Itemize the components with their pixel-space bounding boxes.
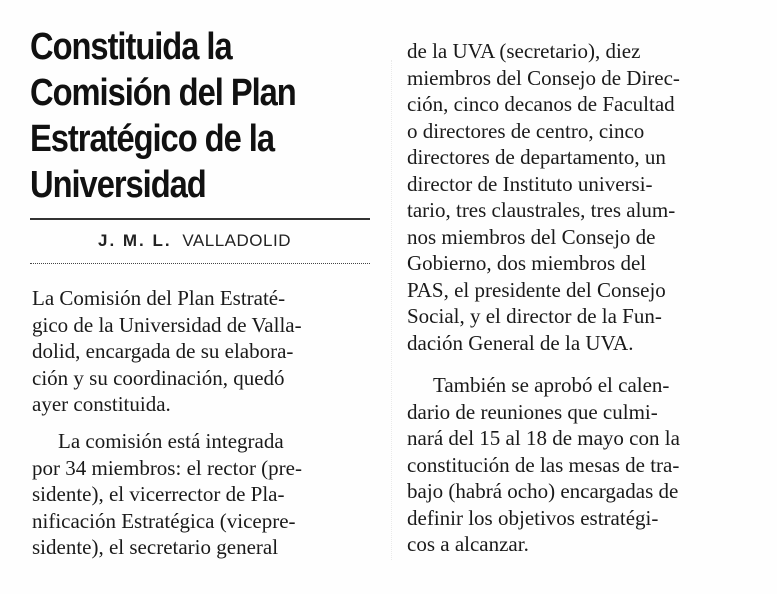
text-line: ayer constituida. <box>32 392 171 416</box>
text-line: bajo (habrá ocho) encargadas de <box>407 479 679 503</box>
text-line: definir los objetivos estratégi- <box>407 505 659 530</box>
right-paragraph-1 <box>407 38 680 356</box>
text-line: gico de la Universidad de Valla- <box>32 312 302 337</box>
text-line: dación General de la UVA. <box>407 330 634 355</box>
text-line: La comisión está integrada <box>58 429 284 453</box>
text-line: sidente), el secretario general <box>32 535 279 559</box>
text-line: nará del 15 al 18 de mayo con la <box>407 426 680 450</box>
byline <box>98 231 291 251</box>
text-line: directores de departamento, un <box>407 145 666 169</box>
text-line: ción y su coordinación, quedó <box>32 365 285 390</box>
text-line: PAS, el presidente del Consejo <box>407 277 666 302</box>
byline-divider <box>30 263 370 264</box>
text-line: sidente), el vicerrector de Pla- <box>32 482 285 506</box>
headline-line: Constituida la <box>30 26 232 68</box>
byline-place: VALLADOLID <box>182 231 291 250</box>
text-line: La Comisión del Plan Estraté- <box>32 286 286 310</box>
text-line: constitución de las mesas de tra- <box>407 452 680 477</box>
headline-line: Estratégico de la <box>30 118 274 160</box>
text-line: director de Instituto universi- <box>407 171 653 196</box>
column-separator <box>391 60 392 560</box>
text-line: Gobierno, dos miembros del <box>407 251 647 275</box>
text-line: por 34 miembros: el rector (pre- <box>32 455 302 480</box>
text-line: dario de reuniones que culmi- <box>407 399 658 424</box>
text-line: También se aprobó el calen- <box>433 373 670 397</box>
byline-author: J. M. L. <box>98 231 172 250</box>
text-line: Social, y el director de la Fun- <box>407 304 662 328</box>
right-paragraph-2 <box>407 372 680 558</box>
text-line: ción, cinco decanos de Facultad <box>407 92 675 116</box>
text-line: cos a alcanzar. <box>407 532 529 556</box>
article-headline <box>30 24 322 208</box>
headline-line: Comisión del Plan <box>30 72 296 114</box>
text-line: dolid, encargada de su elabora- <box>32 339 294 363</box>
headline-line: Universidad <box>30 164 206 206</box>
text-line: de la UVA (secretario), diez <box>407 39 641 63</box>
text-line: miembros del Consejo de Direc- <box>407 65 680 90</box>
text-line: o directores de centro, cinco <box>407 118 645 143</box>
headline-divider <box>30 218 370 220</box>
text-line: nos miembros del Consejo de <box>407 224 656 249</box>
left-paragraph-2 <box>32 428 302 561</box>
text-line: tario, tres claustrales, tres alum- <box>407 198 676 222</box>
text-line: nificación Estratégica (vicepre- <box>32 508 296 533</box>
left-paragraph-1 <box>32 285 302 418</box>
